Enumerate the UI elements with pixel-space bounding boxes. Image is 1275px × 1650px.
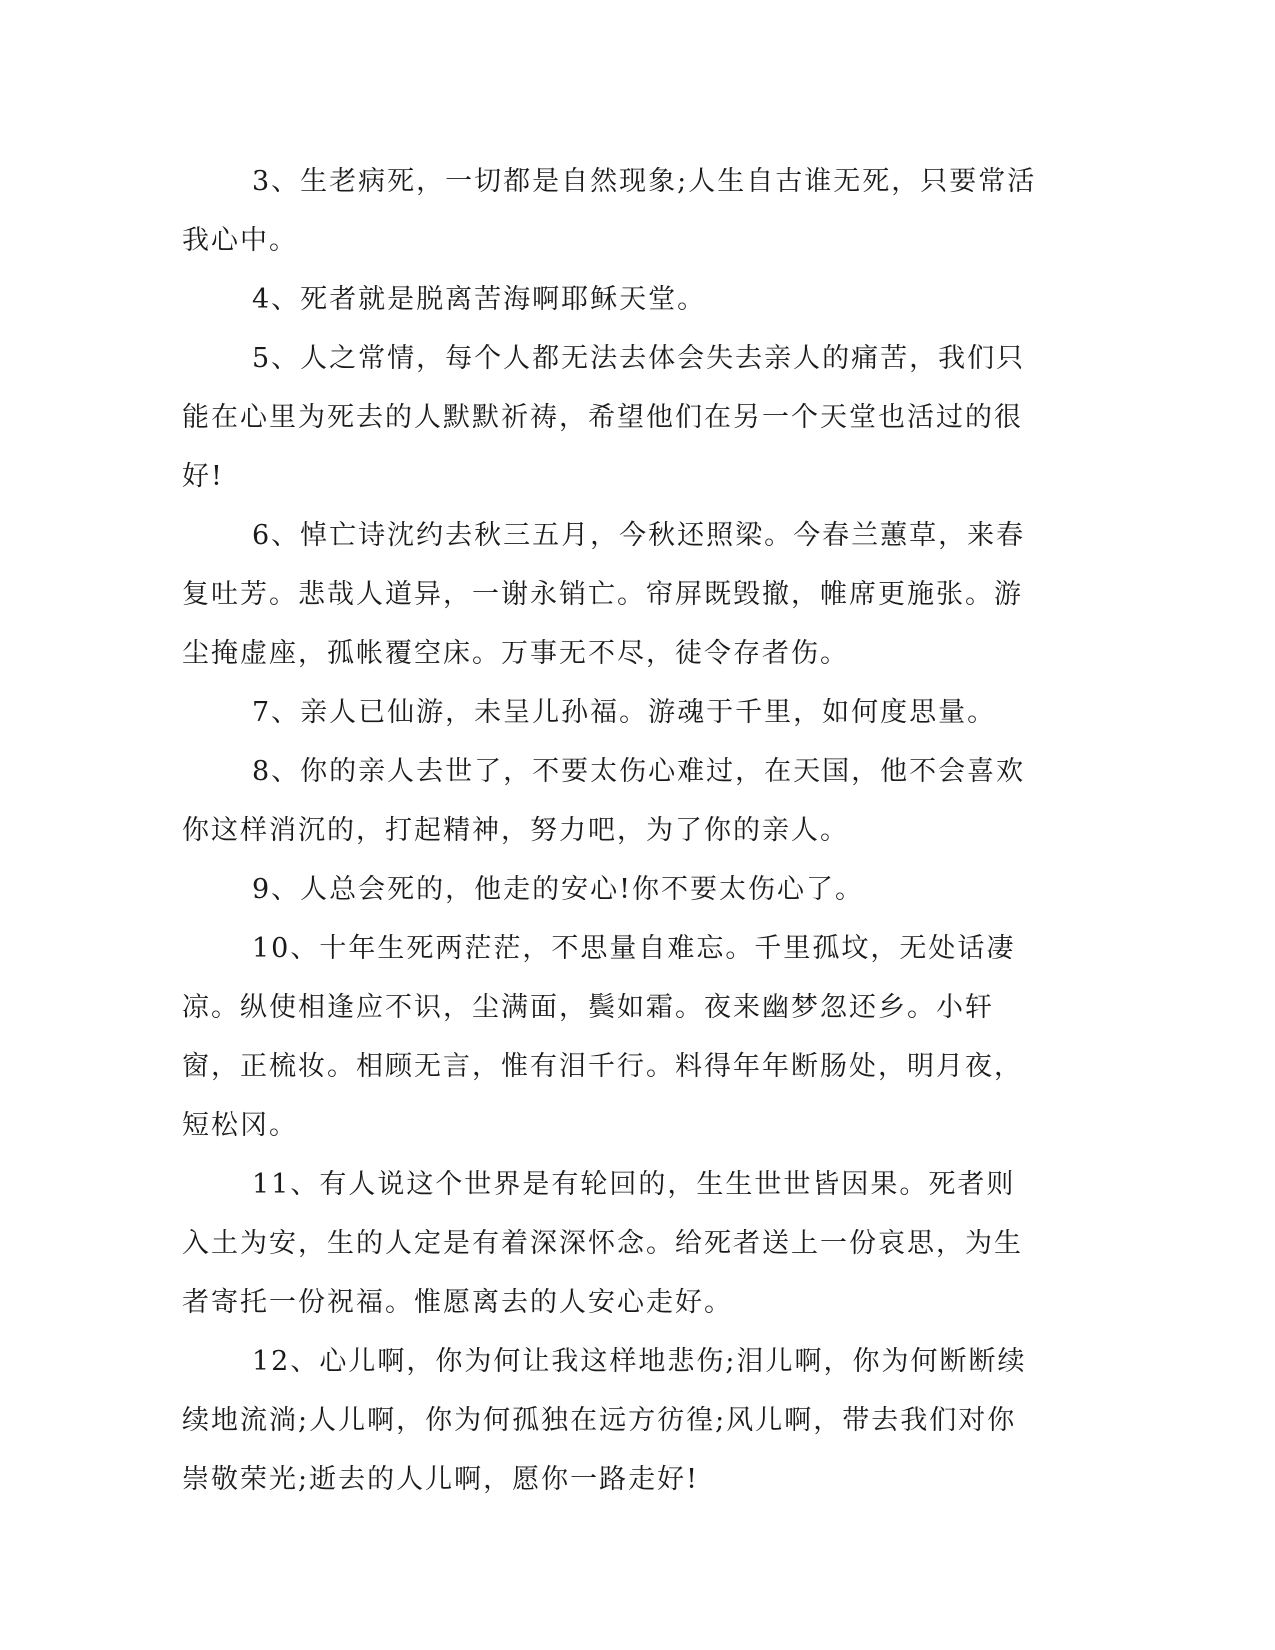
paragraph-5: 5、人之常情，每个人都无法去体会失去亲人的痛苦，我们只能在心里为死去的人默默祈祷，希望他们在另一个天堂也活过的很好!	[182, 343, 1026, 492]
paragraph-11: 11、有人说这个世界是有轮回的，生生世世皆因果。死者则入土为安，生的人定是有着深深怀念。给死者送上一份哀思，为生者寄托一份祝福。惟愿离去的人安心走好。	[182, 1169, 1023, 1318]
paragraph-12: 12、心儿啊，你为何让我这样地悲伤;泪儿啊，你为何断断续续地流淌;人儿啊，你为何孤独在远方彷徨;风儿啊，带去我们对你崇敬荣光;逝去的人儿啊，愿你一路走好!	[182, 1346, 1027, 1495]
paragraph-3: 3、生老病死，一切都是自然现象;人生自古谁无死，只要常活我心中。	[182, 166, 1037, 256]
document-body	[182, 152, 1042, 1509]
paragraph-8: 8、你的亲人去世了，不要太伤心难过，在天国，他不会喜欢你这样消沉的，打起精神，努力吧，为了你的亲人。	[182, 756, 1026, 846]
paragraph-4: 4、死者就是脱离苦海啊耶稣天堂。	[252, 284, 707, 315]
paragraph-7: 7、亲人已仙游，未呈儿孙福。游魂于千里，如何度思量。	[252, 697, 997, 728]
paragraph-6: 6、悼亡诗沈约去秋三五月，今秋还照梁。今春兰蕙草，来春复吐芳。悲哉人道异，一谢永销亡。帘屏既毁撤，帷席更施张。游尘掩虚座，孤帐覆空床。万事无不尽，徒令存者伤。	[182, 520, 1026, 669]
paragraph-9: 9、人总会死的，他走的安心!你不要太伤心了。	[252, 874, 865, 905]
paragraph-10: 10、十年生死两茫茫，不思量自难忘。千里孤坟，无处话凄凉。纵使相逢应不识，尘满面，鬓如霜。夜来幽梦忽还乡。小轩窗，正梳妆。相顾无言，惟有泪千行。料得年年断肠处，明月夜，短松冈。	[182, 933, 1023, 1141]
